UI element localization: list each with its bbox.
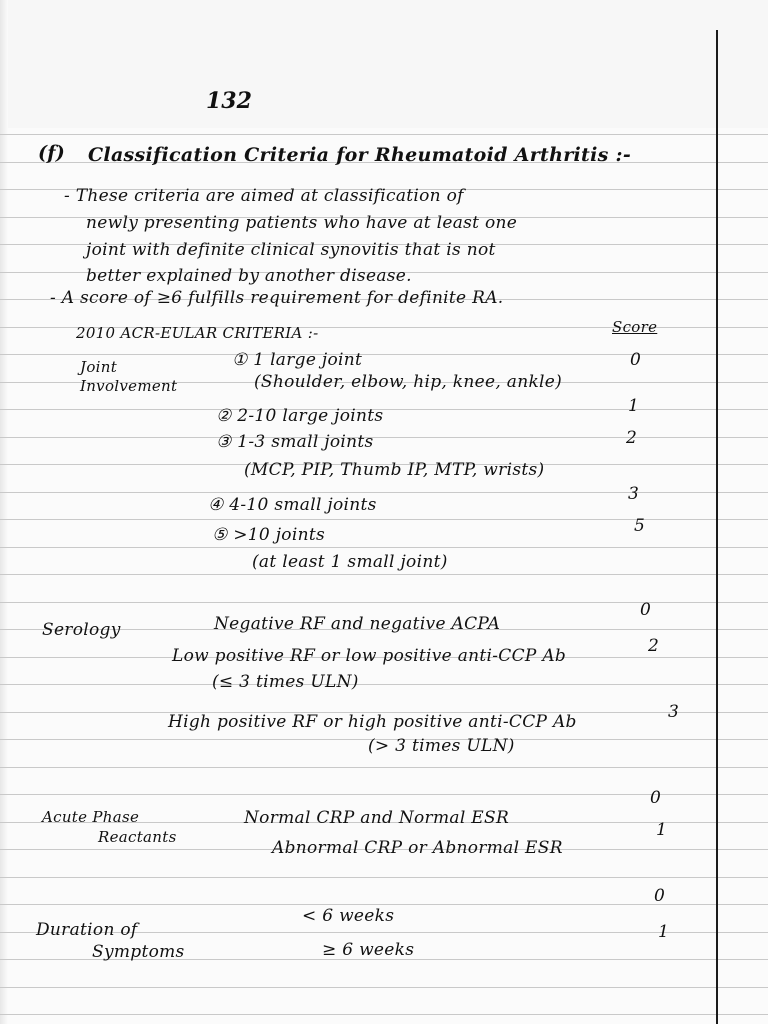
- duration-item: ≥ 6 weeks: [322, 940, 415, 960]
- intro-line: - These criteria are aimed at classification of: [64, 186, 464, 206]
- ruled-line: [0, 602, 768, 603]
- ruled-line: [0, 354, 768, 355]
- acute-phase-label: Reactants: [98, 828, 177, 846]
- ruled-line: [0, 134, 768, 135]
- ruled-line: [0, 409, 768, 410]
- joint-score: 2: [626, 428, 637, 448]
- ruled-line: [0, 492, 768, 493]
- joint-item: ⑤ >10 joints: [212, 525, 325, 545]
- intro-line: joint with definite clinical synovitis that is not: [86, 240, 496, 260]
- joint-score: 5: [634, 516, 645, 536]
- joint-item: ④ 4-10 small joints: [208, 495, 377, 515]
- acute-phase-score: 0: [650, 788, 661, 808]
- ruled-line: [0, 877, 768, 878]
- acute-phase-label: Acute Phase: [42, 808, 140, 826]
- serology-score: 2: [648, 636, 659, 656]
- ruled-line: [0, 904, 768, 905]
- serology-score: 0: [640, 600, 651, 620]
- intro-line: - A score of ≥6 fulfills requirement for definite RA.: [50, 288, 504, 308]
- serology-item: (> 3 times ULN): [368, 736, 515, 756]
- criteria-title: 2010 ACR-EULAR CRITERIA :-: [76, 324, 319, 342]
- joint-item: ① 1 large joint: [232, 350, 363, 370]
- joint-item: ② 2-10 large joints: [216, 406, 384, 426]
- joint-label: Involvement: [80, 377, 178, 395]
- serology-label: Serology: [42, 620, 121, 640]
- serology-item: (≤ 3 times ULN): [212, 672, 359, 692]
- duration-label: Symptoms: [92, 942, 185, 962]
- page-spine-shadow: [0, 0, 8, 1024]
- title-prefix: (f): [38, 142, 66, 164]
- joint-item: (Shoulder, elbow, hip, knee, ankle): [254, 372, 563, 392]
- score-header: Score: [612, 318, 658, 336]
- duration-label: Duration of: [36, 920, 138, 940]
- top-margin: [0, 0, 768, 128]
- joint-score: 1: [628, 396, 639, 416]
- ruled-line: [0, 987, 768, 988]
- page-title: Classification Criteria for Rheumatoid Arthritis :-: [88, 144, 632, 166]
- serology-item: High positive RF or high positive anti-CCP Ab: [168, 712, 577, 732]
- duration-score: 1: [658, 922, 669, 942]
- page-number: 132: [206, 88, 252, 114]
- joint-score: 3: [628, 484, 639, 504]
- duration-score: 0: [654, 886, 665, 906]
- ruled-line: [0, 574, 768, 575]
- intro-line: better explained by another disease.: [86, 266, 412, 286]
- joint-item: (at least 1 small joint): [252, 552, 448, 572]
- serology-item: Negative RF and negative ACPA: [214, 614, 501, 634]
- ruled-line: [0, 1014, 768, 1015]
- acute-phase-item: Normal CRP and Normal ESR: [244, 808, 510, 828]
- joint-item: (MCP, PIP, Thumb IP, MTP, wrists): [244, 460, 545, 480]
- ruled-line: [0, 519, 768, 520]
- duration-item: < 6 weeks: [302, 906, 395, 926]
- intro-line: newly presenting patients who have at least one: [86, 213, 518, 233]
- serology-item: Low positive RF or low positive anti-CCP Ab: [172, 646, 567, 666]
- serology-score: 3: [668, 702, 679, 722]
- acute-phase-item: Abnormal CRP or Abnormal ESR: [272, 838, 563, 858]
- joint-label: Joint: [80, 358, 118, 376]
- joint-score: 0: [630, 350, 641, 370]
- acute-phase-score: 1: [656, 820, 667, 840]
- ruled-line: [0, 547, 768, 548]
- ruled-line: [0, 767, 768, 768]
- ruled-line: [0, 684, 768, 685]
- ruled-line: [0, 437, 768, 438]
- page-edge-line: [716, 30, 718, 1024]
- joint-item: ③ 1-3 small joints: [216, 432, 374, 452]
